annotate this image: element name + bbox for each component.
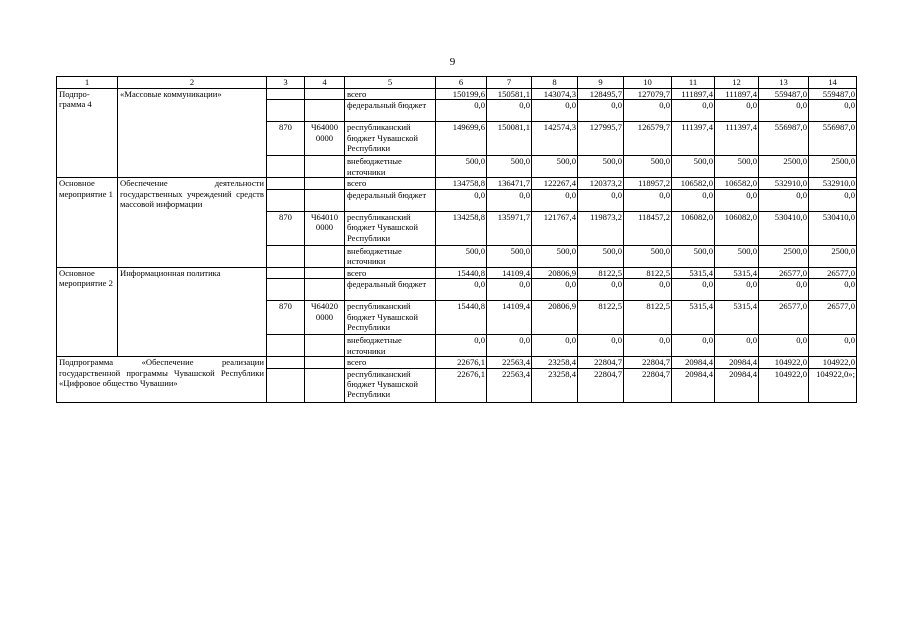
value-cell: 122267,4 xyxy=(532,178,578,189)
section-code: Основное мероприятие 2 xyxy=(57,267,118,356)
value-cell: 559487,0 xyxy=(759,89,809,100)
target-article xyxy=(305,89,345,100)
value-cell: 22563,4 xyxy=(487,357,532,368)
value-cell: 0,0 xyxy=(809,189,857,211)
value-cell: 22563,4 xyxy=(487,368,532,402)
value-cell: 500,0 xyxy=(532,156,578,178)
value-cell: 23258,4 xyxy=(532,357,578,368)
table-row xyxy=(57,178,857,189)
funding-source: всего xyxy=(345,357,436,368)
value-cell: 0,0 xyxy=(624,279,672,301)
value-cell: 127995,7 xyxy=(578,122,624,156)
value-cell: 118457,2 xyxy=(624,211,672,245)
subprogram-title: Подпрограмма «Обеспечение реализации государственной программы Чувашской Республики «Цифровое общество Чувашии» xyxy=(57,357,267,402)
section-title: Обеспечение деятельности государственных учреждений средств массовой информации xyxy=(118,178,267,267)
value-cell: 106082,0 xyxy=(715,211,759,245)
value-cell: 0,0 xyxy=(715,189,759,211)
ministry-code xyxy=(267,335,305,357)
value-cell: 136471,7 xyxy=(487,178,532,189)
value-cell: 0,0 xyxy=(672,335,715,357)
value-cell: 0,0 xyxy=(672,279,715,301)
value-cell: 0,0 xyxy=(487,100,532,122)
value-cell: 0,0 xyxy=(759,189,809,211)
value-cell: 119873,2 xyxy=(578,211,624,245)
target-article xyxy=(305,100,345,122)
funding-source: федеральный бюджет xyxy=(345,189,436,211)
funding-source: всего xyxy=(345,267,436,278)
value-cell: 26577,0 xyxy=(809,301,857,335)
value-cell: 111897,4 xyxy=(715,89,759,100)
target-article xyxy=(305,335,345,357)
value-cell: 0,0 xyxy=(672,189,715,211)
value-cell: 0,0 xyxy=(578,189,624,211)
value-cell: 500,0 xyxy=(624,245,672,267)
value-cell: 0,0 xyxy=(436,279,487,301)
ministry-code xyxy=(267,89,305,100)
value-cell: 0,0 xyxy=(759,100,809,122)
value-cell: 0,0 xyxy=(436,100,487,122)
value-cell: 23258,4 xyxy=(532,368,578,402)
table-body xyxy=(57,89,857,403)
value-cell: 0,0 xyxy=(624,335,672,357)
column-header-4: 4 xyxy=(305,77,345,89)
value-cell: 500,0 xyxy=(436,156,487,178)
column-header-11: 11 xyxy=(672,77,715,89)
value-cell: 150581,1 xyxy=(487,89,532,100)
value-cell: 0,0 xyxy=(578,335,624,357)
funding-source: внебюджетные источники xyxy=(345,245,436,267)
value-cell: 128495,7 xyxy=(578,89,624,100)
value-cell: 22804,7 xyxy=(578,368,624,402)
value-cell: 0,0 xyxy=(759,279,809,301)
value-cell: 500,0 xyxy=(578,245,624,267)
column-header-14: 14 xyxy=(809,77,857,89)
funding-source: внебюджетные источники xyxy=(345,335,436,357)
ministry-code xyxy=(267,178,305,189)
table-row xyxy=(57,89,857,100)
column-header-1: 1 xyxy=(57,77,118,89)
header-row xyxy=(57,77,857,89)
value-cell: 559487,0 xyxy=(809,89,857,100)
value-cell: 8122,5 xyxy=(624,301,672,335)
value-cell: 20984,4 xyxy=(672,357,715,368)
table-row xyxy=(57,357,857,368)
value-cell: 500,0 xyxy=(715,245,759,267)
target-article: Ч64000 0000 xyxy=(305,122,345,156)
value-cell: 500,0 xyxy=(532,245,578,267)
funding-source: республиканский бюджет Чувашской Республики xyxy=(345,211,436,245)
value-cell: 500,0 xyxy=(624,156,672,178)
value-cell: 22676,1 xyxy=(436,357,487,368)
target-article xyxy=(305,189,345,211)
column-header-9: 9 xyxy=(578,77,624,89)
value-cell: 106082,0 xyxy=(672,211,715,245)
value-cell: 2500,0 xyxy=(809,156,857,178)
value-cell: 0,0 xyxy=(436,189,487,211)
value-cell: 530410,0 xyxy=(759,211,809,245)
value-cell: 556987,0 xyxy=(759,122,809,156)
ministry-code: 870 xyxy=(267,211,305,245)
value-cell: 14109,4 xyxy=(487,301,532,335)
value-cell: 20806,9 xyxy=(532,301,578,335)
value-cell: 20984,4 xyxy=(715,368,759,402)
value-cell: 26577,0 xyxy=(759,267,809,278)
target-article xyxy=(305,357,345,368)
value-cell: 0,0 xyxy=(759,335,809,357)
value-cell: 22804,7 xyxy=(624,357,672,368)
value-cell: 121767,4 xyxy=(532,211,578,245)
value-cell: 8122,5 xyxy=(578,301,624,335)
value-cell: 0,0 xyxy=(487,189,532,211)
value-cell: 556987,0 xyxy=(809,122,857,156)
value-cell: 500,0 xyxy=(715,156,759,178)
funding-source: федеральный бюджет xyxy=(345,279,436,301)
value-cell: 22676,1 xyxy=(436,368,487,402)
budget-table xyxy=(56,76,857,403)
funding-source: республиканский бюджет Чувашской Республики xyxy=(345,301,436,335)
value-cell: 134758,8 xyxy=(436,178,487,189)
column-header-5: 5 xyxy=(345,77,436,89)
value-cell: 118957,2 xyxy=(624,178,672,189)
value-cell: 111897,4 xyxy=(672,89,715,100)
value-cell: 127079,7 xyxy=(624,89,672,100)
value-cell: 0,0 xyxy=(578,100,624,122)
target-article: Ч64020 0000 xyxy=(305,301,345,335)
funding-source: республиканский бюджет Чувашской Республики xyxy=(345,368,436,402)
value-cell: 5315,4 xyxy=(672,267,715,278)
value-cell: 104922,0»; xyxy=(809,368,857,402)
funding-source: федеральный бюджет xyxy=(345,100,436,122)
value-cell: 126579,7 xyxy=(624,122,672,156)
ministry-code xyxy=(267,357,305,368)
value-cell: 0,0 xyxy=(715,100,759,122)
value-cell: 15440,8 xyxy=(436,301,487,335)
value-cell: 142574,3 xyxy=(532,122,578,156)
value-cell: 5315,4 xyxy=(672,301,715,335)
funding-source: всего xyxy=(345,89,436,100)
value-cell: 149699,6 xyxy=(436,122,487,156)
value-cell: 8122,5 xyxy=(624,267,672,278)
value-cell: 22804,7 xyxy=(624,368,672,402)
column-header-2: 2 xyxy=(118,77,267,89)
column-header-13: 13 xyxy=(759,77,809,89)
target-article xyxy=(305,267,345,278)
value-cell: 2500,0 xyxy=(759,156,809,178)
target-article: Ч64010 0000 xyxy=(305,211,345,245)
value-cell: 0,0 xyxy=(532,335,578,357)
value-cell: 0,0 xyxy=(809,279,857,301)
page-number: 9 xyxy=(449,56,456,68)
value-cell: 8122,5 xyxy=(578,267,624,278)
value-cell: 0,0 xyxy=(624,189,672,211)
value-cell: 15440,8 xyxy=(436,267,487,278)
value-cell: 106582,0 xyxy=(672,178,715,189)
target-article xyxy=(305,279,345,301)
value-cell: 500,0 xyxy=(487,156,532,178)
value-cell: 104922,0 xyxy=(809,357,857,368)
value-cell: 0,0 xyxy=(672,100,715,122)
value-cell: 111397,4 xyxy=(715,122,759,156)
value-cell: 0,0 xyxy=(436,335,487,357)
column-header-3: 3 xyxy=(267,77,305,89)
value-cell: 20806,9 xyxy=(532,267,578,278)
column-header-7: 7 xyxy=(487,77,532,89)
value-cell: 106582,0 xyxy=(715,178,759,189)
value-cell: 2500,0 xyxy=(759,245,809,267)
ministry-code: 870 xyxy=(267,301,305,335)
section-code: Основное мероприятие 1 xyxy=(57,178,118,267)
value-cell: 20984,4 xyxy=(715,357,759,368)
value-cell: 22804,7 xyxy=(578,357,624,368)
value-cell: 150081,1 xyxy=(487,122,532,156)
column-header-6: 6 xyxy=(436,77,487,89)
value-cell: 0,0 xyxy=(487,279,532,301)
value-cell: 135971,7 xyxy=(487,211,532,245)
value-cell: 20984,4 xyxy=(672,368,715,402)
value-cell: 0,0 xyxy=(532,189,578,211)
target-article xyxy=(305,156,345,178)
value-cell: 0,0 xyxy=(532,100,578,122)
funding-source: республиканский бюджет Чувашской Республики xyxy=(345,122,436,156)
value-cell: 500,0 xyxy=(672,245,715,267)
value-cell: 120373,2 xyxy=(578,178,624,189)
value-cell: 5315,4 xyxy=(715,301,759,335)
value-cell: 500,0 xyxy=(578,156,624,178)
value-cell: 0,0 xyxy=(532,279,578,301)
funding-source: всего xyxy=(345,178,436,189)
ministry-code xyxy=(267,245,305,267)
ministry-code xyxy=(267,189,305,211)
value-cell: 530410,0 xyxy=(809,211,857,245)
ministry-code xyxy=(267,100,305,122)
target-article xyxy=(305,178,345,189)
value-cell: 500,0 xyxy=(436,245,487,267)
ministry-code xyxy=(267,156,305,178)
value-cell: 14109,4 xyxy=(487,267,532,278)
section-title: «Массовые коммуникации» xyxy=(118,89,267,178)
value-cell: 0,0 xyxy=(715,279,759,301)
value-cell: 500,0 xyxy=(487,245,532,267)
value-cell: 0,0 xyxy=(715,335,759,357)
table-row xyxy=(57,267,857,278)
target-article xyxy=(305,368,345,402)
value-cell: 0,0 xyxy=(809,335,857,357)
ministry-code xyxy=(267,368,305,402)
column-header-12: 12 xyxy=(715,77,759,89)
value-cell: 104922,0 xyxy=(759,357,809,368)
value-cell: 134258,8 xyxy=(436,211,487,245)
value-cell: 5315,4 xyxy=(715,267,759,278)
value-cell: 2500,0 xyxy=(809,245,857,267)
ministry-code xyxy=(267,267,305,278)
ministry-code xyxy=(267,279,305,301)
ministry-code: 870 xyxy=(267,122,305,156)
value-cell: 26577,0 xyxy=(809,267,857,278)
value-cell: 0,0 xyxy=(578,279,624,301)
value-cell: 532910,0 xyxy=(809,178,857,189)
value-cell: 0,0 xyxy=(487,335,532,357)
column-header-8: 8 xyxy=(532,77,578,89)
value-cell: 111397,4 xyxy=(672,122,715,156)
value-cell: 104922,0 xyxy=(759,368,809,402)
value-cell: 0,0 xyxy=(809,100,857,122)
value-cell: 143074,3 xyxy=(532,89,578,100)
value-cell: 26577,0 xyxy=(759,301,809,335)
value-cell: 150199,6 xyxy=(436,89,487,100)
value-cell: 0,0 xyxy=(624,100,672,122)
value-cell: 500,0 xyxy=(672,156,715,178)
value-cell: 532910,0 xyxy=(759,178,809,189)
section-title: Информационная политика xyxy=(118,267,267,356)
target-article xyxy=(305,245,345,267)
funding-source: внебюджетные источники xyxy=(345,156,436,178)
section-code: Подпро-грамма 4 xyxy=(57,89,118,178)
column-header-10: 10 xyxy=(624,77,672,89)
